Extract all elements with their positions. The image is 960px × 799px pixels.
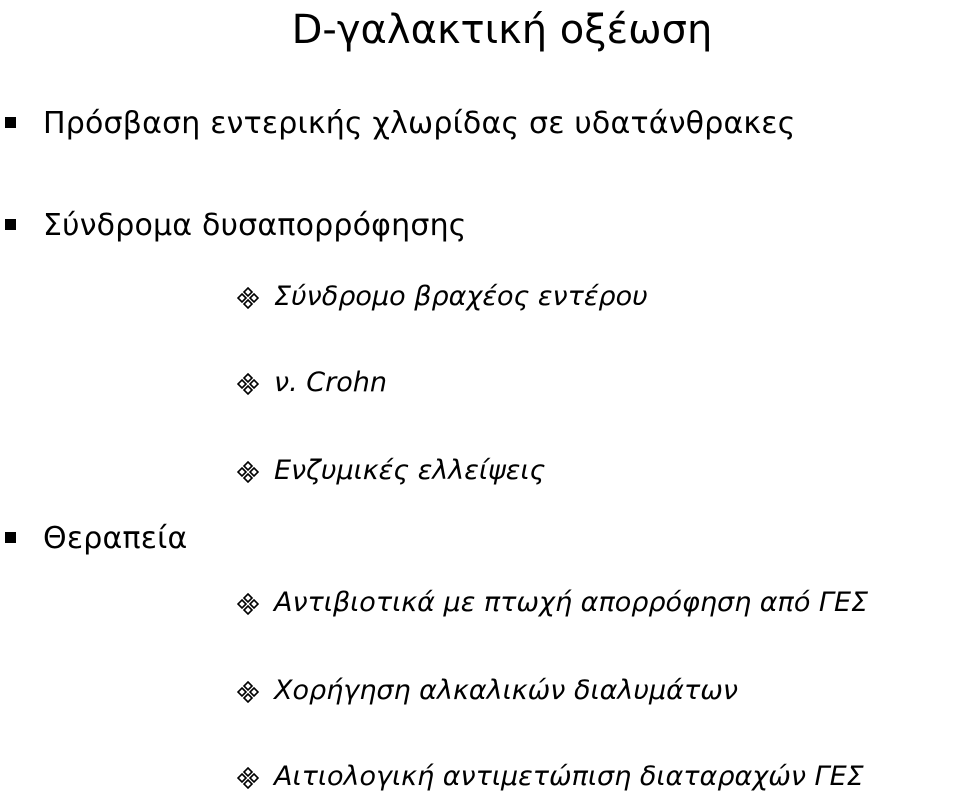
subbullet-text: Χορήγηση αλκαλικών διαλυμάτων — [274, 675, 738, 706]
bullet-text: Θεραπεία — [43, 521, 188, 556]
subbullet-text: Ενζυμικές ελλείψεις — [274, 455, 546, 486]
four-diamond-bullet-icon — [237, 767, 259, 789]
square-bullet-icon — [5, 219, 16, 230]
square-bullet-icon — [5, 532, 16, 543]
subbullet-text: Αιτιολογική αντιμετώπιση διαταραχών ΓΕΣ — [274, 761, 864, 792]
four-diamond-bullet-icon — [237, 287, 259, 309]
subbullet-text: Σύνδρομο βραχέος εντέρου — [274, 281, 648, 312]
subbullet-text: ν. Crohn — [274, 367, 387, 398]
four-diamond-bullet-icon — [237, 373, 259, 395]
slide-title: D-γαλακτική οξέωση — [291, 7, 713, 53]
bullet-text: Πρόσβαση εντερικής χλωρίδας σε υδατάνθρακες — [43, 106, 796, 141]
four-diamond-bullet-icon — [237, 593, 259, 615]
subbullet-text: Αντιβιοτικά με πτωχή απορρόφηση από ΓΕΣ — [274, 587, 869, 618]
square-bullet-icon — [5, 117, 16, 128]
four-diamond-bullet-icon — [237, 461, 259, 483]
bullet-text: Σύνδρομα δυσαπορρόφησης — [43, 208, 467, 243]
four-diamond-bullet-icon — [237, 681, 259, 703]
